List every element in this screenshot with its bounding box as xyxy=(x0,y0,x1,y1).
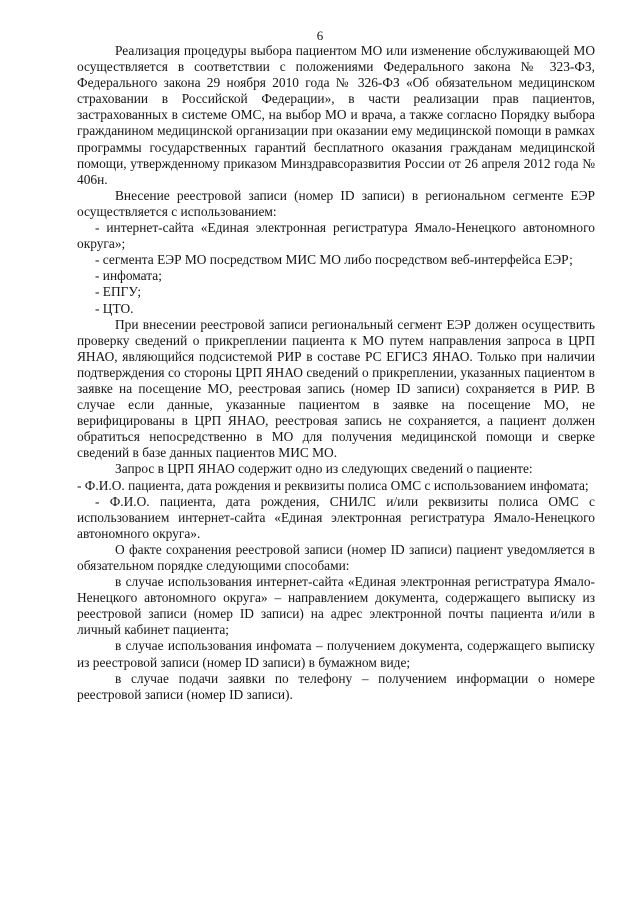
paragraph-notification: О факте сохранения реестровой записи (номер ID записи) пациент уведомляется в обязательном порядке следующими способами: xyxy=(77,541,595,573)
paragraph-request-contents: Запрос в ЦРП ЯНАО содержит одно из следующих сведений о пациенте: xyxy=(115,461,533,477)
paragraph-verification: При внесении реестровой записи региональный сегмент ЕЭР должен осуществить проверку сведений о прикреплении пациента к МО путем направления запроса в ЦРП ЯНАО, являющийся подсистемой РИР в составе РС ЕГИСЗ ЯНАО. Только при наличии подтверждения со стороны ЦРП ЯНАО сведений о прикреплении, указанных пациентом в заявке на посещение МО, реестровая запись (номер ID записи) сохраняется в РИР. В случае если данные, указанные пациентом в заявке на посещение МО, не верифицированы в ЦРП ЯНАО, реестровая запись не сохраняется, а пациент должен обратиться непосредственно в МО для получения медицинской помощи и сверке сведений в базе данных пациентов МИС МО. xyxy=(77,316,595,461)
list-item-website: - интернет-сайта «Единая электронная регистратура Ямало-Ненецкого автономного округа»; xyxy=(77,220,595,252)
page-number: 6 xyxy=(316,28,324,43)
list-item-notify-phone: в случае подачи заявки по телефону – получением информации о номере реестровой записи (номер ID записи). xyxy=(77,670,595,702)
document-body xyxy=(77,43,595,703)
list-item-epgu: - ЕПГУ; xyxy=(95,284,142,300)
list-item-cto: - ЦТО. xyxy=(95,300,134,316)
list-item-request-website: - Ф.И.О. пациента, дата рождения, СНИЛС и/или реквизиты полиса ОМС с использованием интернет-сайта «Единая электронная регистратура Ямало-Ненецкого автономного округа». xyxy=(77,493,595,541)
list-item-notify-website: в случае использования интернет-сайта «Единая электронная регистратура Ямало-Ненецкого автономного округа» – направлением документа, содержащего выписку из реестровой записи (номер ID записи) на адрес электронной почты пациента и/или в личный кабинет пациента; xyxy=(77,574,595,638)
paragraph-procedure: Реализация процедуры выбора пациентом МО или изменение обслуживающей МО осуществляется в соответствии с положениями Федерального закона № 323-ФЗ, Федерального закона 29 ноября 2010 года № 326-ФЗ «Об обязательном медицинском страховании в Российской Федерации», в части реализации прав пациентов, застрахованных в системе ОМС, на выбор МО и врача, а также согласно Порядку выбора гражданином медицинской организации при оказании ему медицинской помощи в рамках программы государственных гарантий бесплатного оказания гражданам медицинской помощи, утвержденному приказом Минздравсоразвития России от 26 апреля 2012 года № 406н. xyxy=(77,43,595,187)
paragraph-record-entry: Внесение реестровой записи (номер ID записи) в региональном сегменте ЕЭР осуществляется с использованием: xyxy=(77,187,595,219)
list-item-request-infomat: - Ф.И.О. пациента, дата рождения и реквизиты полиса ОМС с использованием инфомата; xyxy=(77,477,589,493)
list-item-notify-infomat: в случае использования инфомата – получением документа, содержащего выписку из реестровой записи (номер ID записи) в бумажном виде; xyxy=(77,638,595,670)
list-item-infomat: - инфомата; xyxy=(95,268,162,284)
list-item-eer-segment: - сегмента ЕЭР МО посредством МИС МО либо посредством веб-интерфейса ЕЭР; xyxy=(95,252,573,268)
